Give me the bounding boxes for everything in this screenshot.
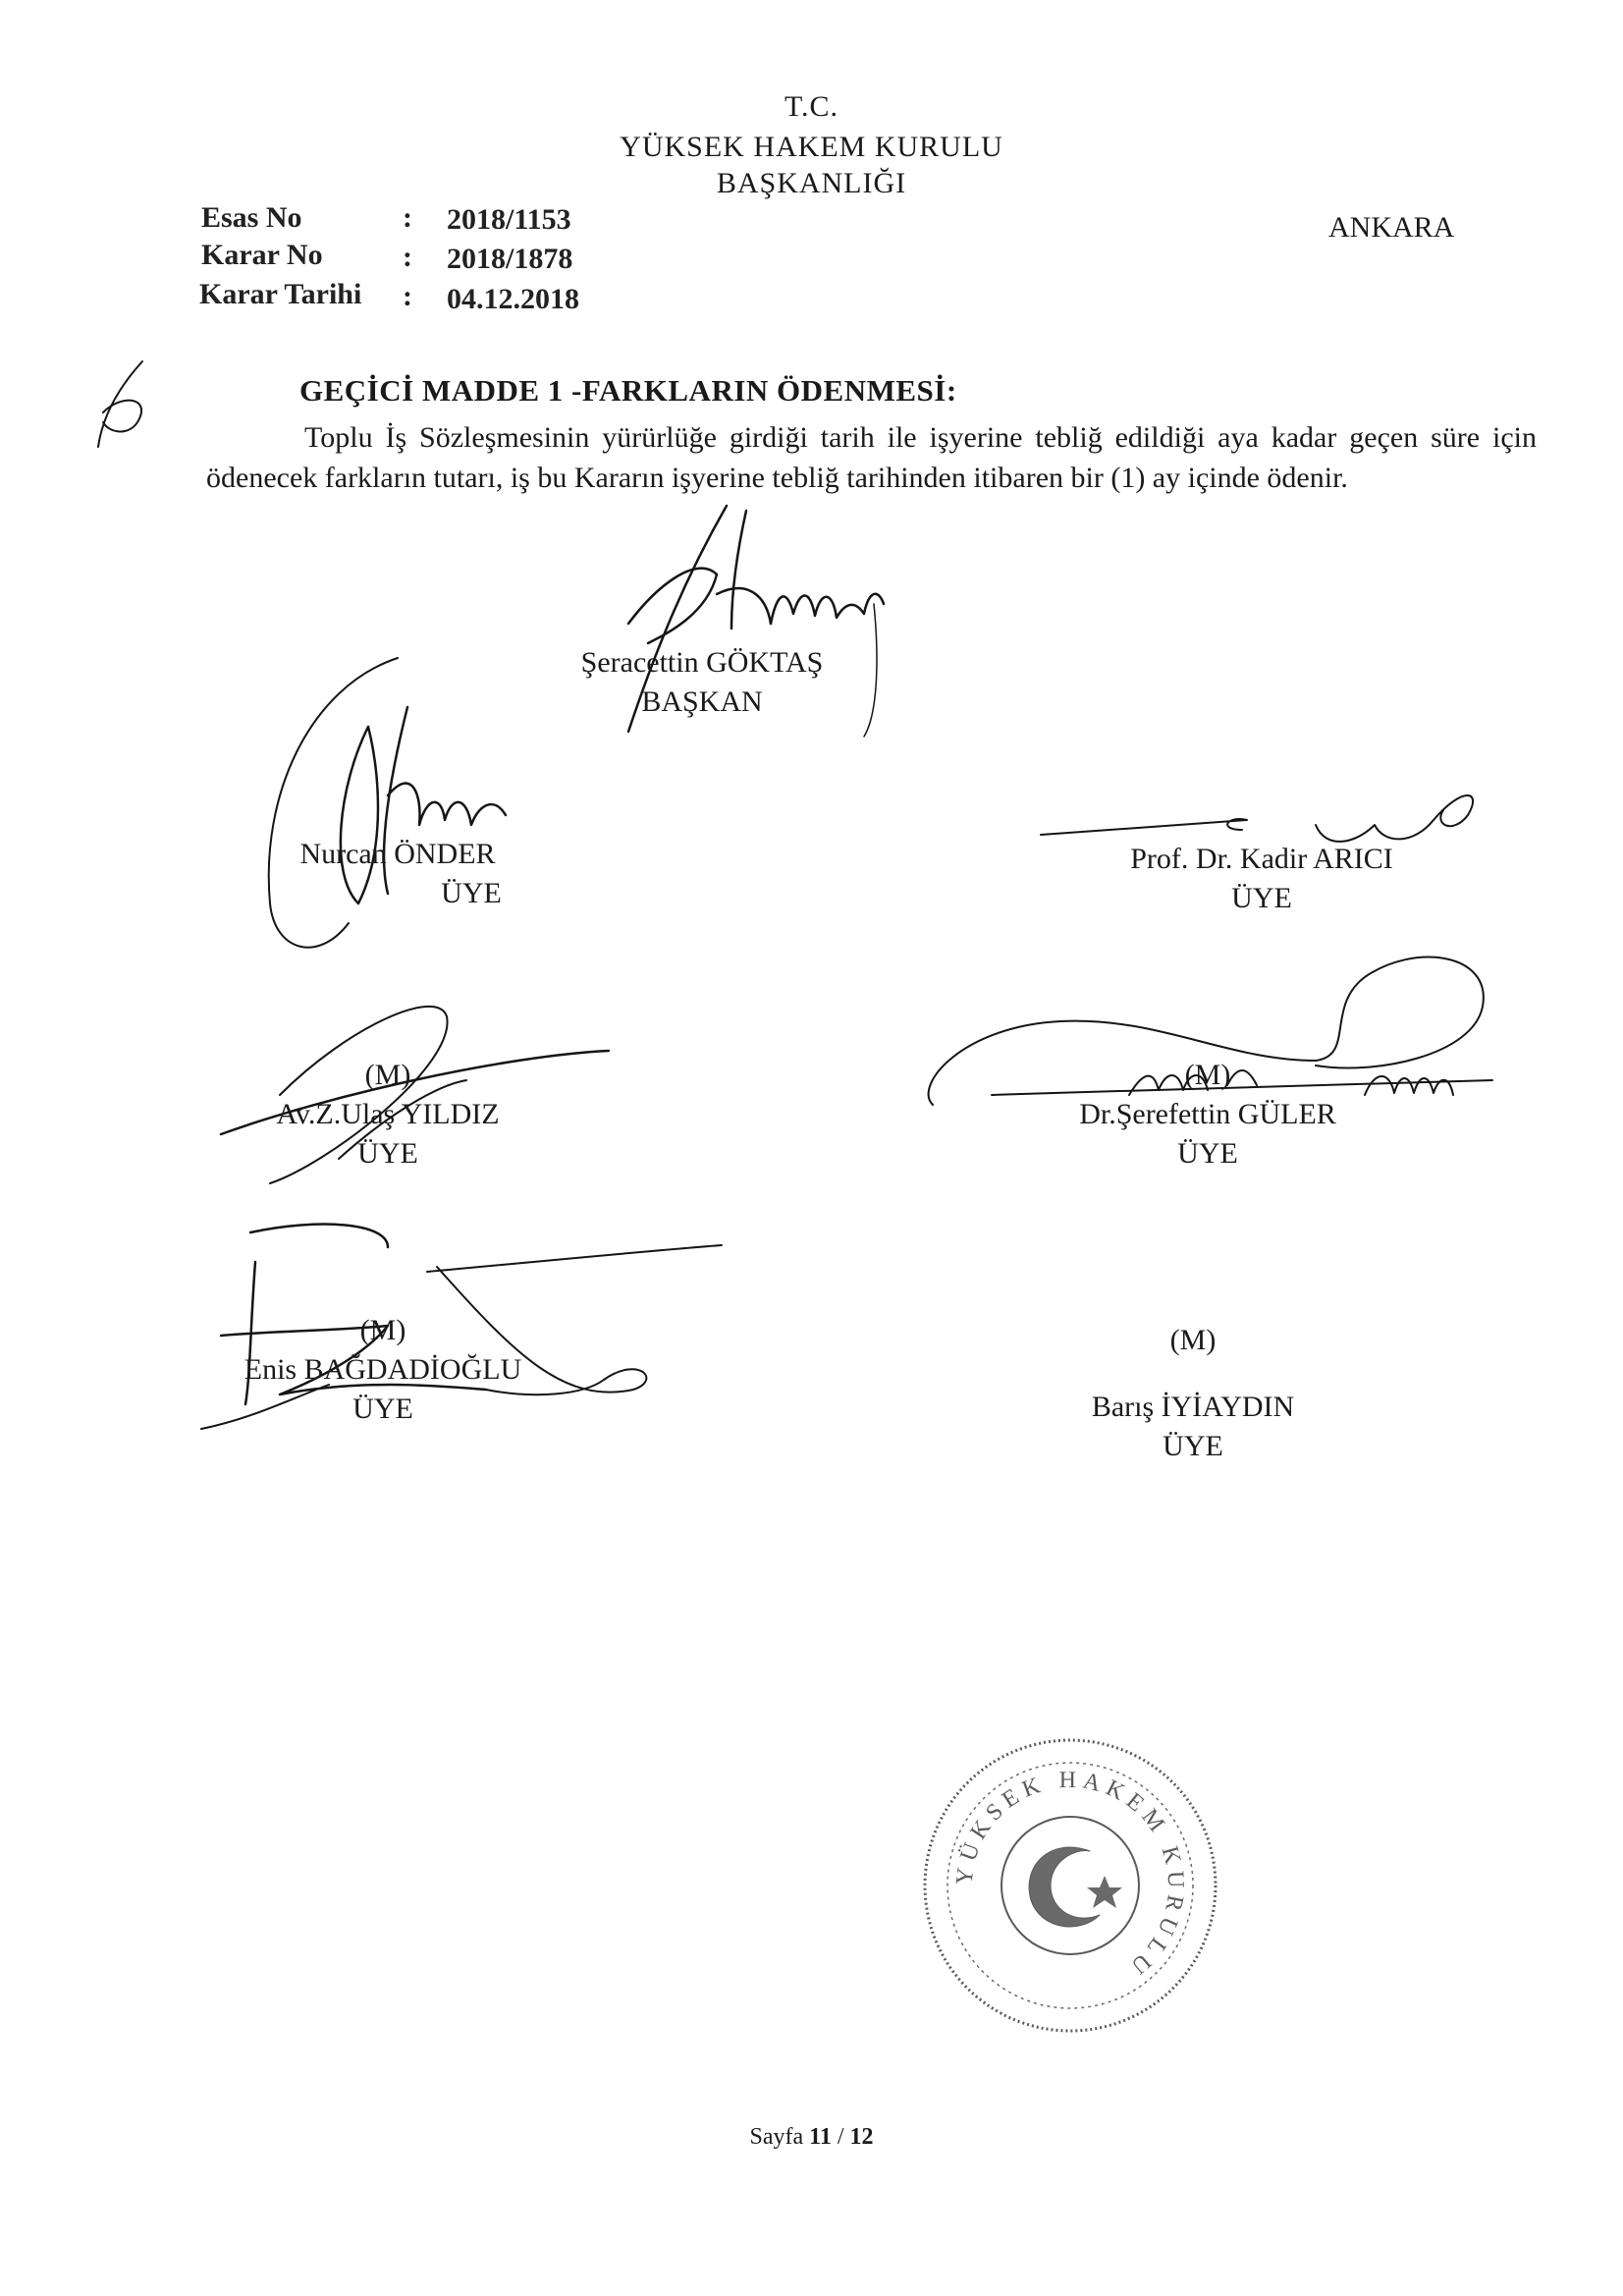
arici-block — [1065, 840, 1458, 918]
footer-page: 11 — [809, 2124, 832, 2150]
header-city: ANKARA — [1328, 211, 1455, 244]
arici-role: ÜYE — [1231, 882, 1292, 914]
esas-sep: : — [403, 201, 412, 234]
footer-prefix: Sayfa — [749, 2124, 804, 2150]
iyiaydin-mark: (M) — [1169, 1324, 1217, 1356]
yildiz-mark: (M) — [364, 1059, 411, 1091]
article-body-text: Toplu İş Sözleşmesinin yürürlüğe girdiği tarih ile işyerine tebliğ edildiği aya kadar geçen süre için ödenecek farkların tutarı, iş bu Kararın işyerine tebliğ tarihinden itibaren bir (1) ay içinde ödenir. — [206, 421, 1537, 494]
yildiz-block — [226, 1056, 550, 1174]
onder-role: ÜYE — [441, 877, 502, 909]
guler-role: ÜYE — [1177, 1137, 1238, 1170]
iyiaydin-block — [1036, 1321, 1350, 1466]
tarih-label: Karar Tarihi — [199, 278, 362, 310]
page-footer — [0, 2124, 1623, 2151]
bagdadioglu-block — [206, 1311, 560, 1429]
yildiz-name: Av.Z.Ulaş YILDIZ — [276, 1098, 500, 1130]
esas-value: 2018/1153 — [447, 203, 571, 236]
seal-text-path: YÜKSEK HAKEM KURULU — [951, 1767, 1189, 1983]
official-seal — [913, 1728, 1227, 2043]
tarih-value: 04.12.2018 — [447, 283, 579, 315]
iyiaydin-role: ÜYE — [1163, 1430, 1223, 1462]
seal-text — [951, 1768, 1188, 1983]
guler-mark: (M) — [1184, 1059, 1231, 1091]
esas-label: Esas No — [201, 201, 302, 234]
karar-sep: : — [403, 241, 412, 273]
bagdadioglu-name: Enis BAĞDADİOĞLU — [243, 1353, 522, 1386]
president-block — [535, 643, 869, 722]
guler-name: Dr.Şerefettin GÜLER — [1079, 1098, 1336, 1130]
article-title: GEÇİCİ MADDE 1 -FARKLARIN ÖDENMESİ: — [299, 373, 957, 408]
karar-value: 2018/1878 — [447, 243, 573, 275]
header-tc: T.C. — [784, 90, 839, 123]
footer-sep: / — [837, 2124, 844, 2150]
president-role: BAŞKAN — [641, 685, 763, 718]
president-name: Şeracettin GÖKTAŞ — [580, 646, 824, 679]
tarih-sep: : — [403, 280, 412, 312]
guler-block — [1021, 1056, 1394, 1174]
onder-block — [250, 835, 545, 913]
footer-total: 12 — [849, 2124, 874, 2150]
onder-name: Nurcan ÖNDER — [299, 838, 496, 870]
bagdadioglu-role: ÜYE — [352, 1393, 413, 1425]
header-institution: YÜKSEK HAKEM KURULU — [620, 131, 1003, 163]
karar-label: Karar No — [201, 239, 323, 271]
arici-name: Prof. Dr. Kadir ARICI — [1130, 843, 1393, 875]
yildiz-role: ÜYE — [357, 1137, 418, 1170]
iyiaydin-name: Barış İYİAYDIN — [1091, 1391, 1295, 1423]
bagdadioglu-mark: (M) — [359, 1314, 406, 1346]
header-presidency: BAŞKANLIĞI — [716, 167, 907, 199]
signature-onder — [250, 648, 545, 962]
margin-mark — [83, 354, 172, 471]
article-body — [206, 417, 1537, 498]
